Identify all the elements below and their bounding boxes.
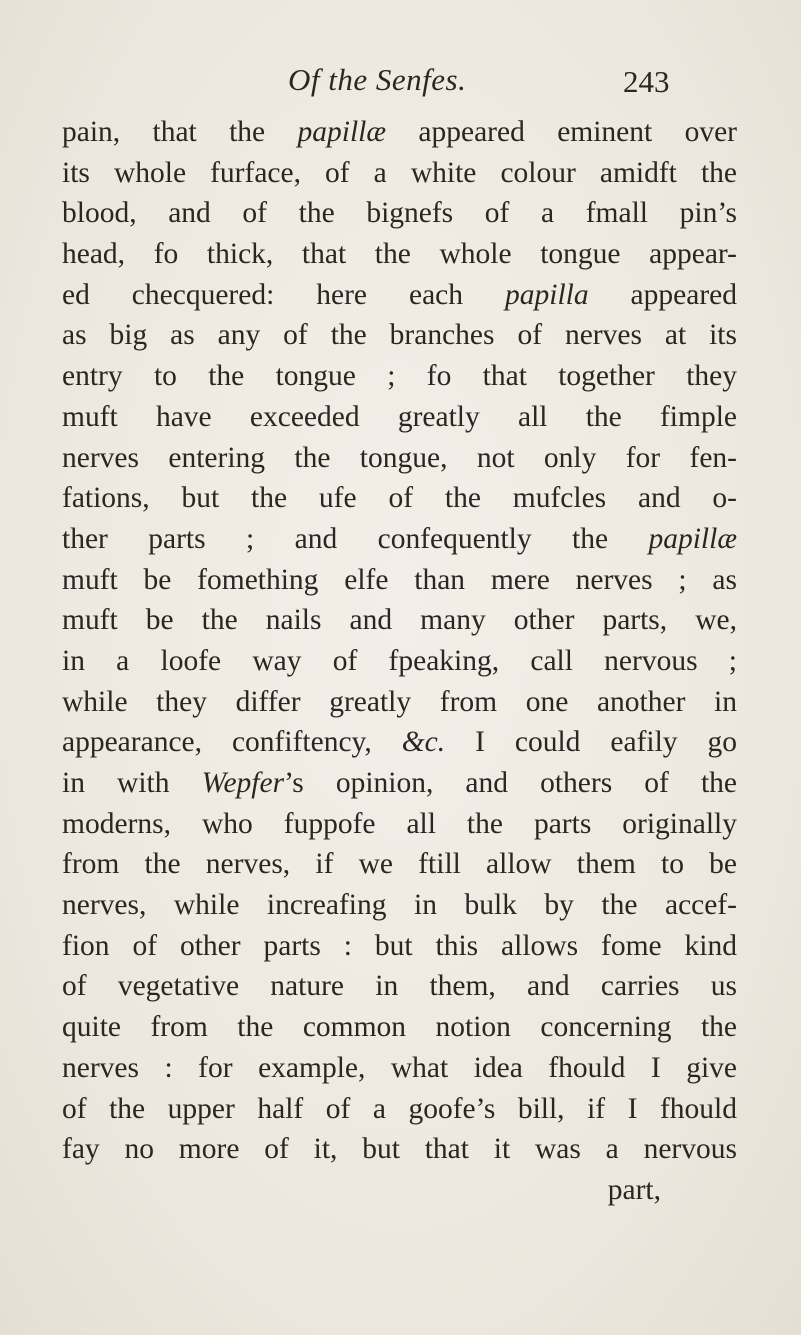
text-line [62, 885, 737, 926]
text-line [62, 682, 737, 723]
text-line [62, 804, 737, 845]
text-segment: nerves, while increafing in bulk by the accef- [62, 889, 737, 922]
text-segment: head, fo thick, that the whole tongue appear- [62, 238, 737, 271]
italic-text: &c. [401, 726, 446, 759]
text-segment: fations, but the ufe of the mufcles and o- [62, 482, 737, 515]
text-segment: nerves entering the tongue, not only for fen- [62, 441, 737, 474]
text-line [62, 275, 737, 316]
text-segment: entry to the tongue ; fo that together they [62, 360, 737, 393]
text-line [62, 600, 737, 641]
text-segment: its whole furface, of a white colour amidft the [62, 156, 737, 189]
text-segment: nerves : for example, what idea fhould I give [62, 1051, 737, 1084]
text-line [62, 112, 737, 153]
italic-text: papillæ [297, 116, 387, 148]
text-segment: appeared [588, 278, 738, 311]
text-line [62, 1007, 737, 1048]
text-line [62, 763, 737, 804]
body-text [62, 112, 737, 1211]
text-line [62, 1170, 737, 1211]
text-segment: in with [62, 767, 202, 799]
text-line [62, 844, 737, 885]
italic-text: Wepfer [201, 767, 285, 799]
text-segment: part, [607, 1173, 661, 1206]
page-header [0, 62, 801, 106]
text-line [62, 1089, 737, 1130]
italic-text: papilla [505, 278, 589, 311]
text-segment: muft be the nails and many other parts, we, [62, 604, 737, 637]
text-segment: muft have exceeded greatly all the fimple [62, 400, 737, 433]
text-segment: moderns, who fuppofe all the parts originally [62, 807, 737, 840]
text-segment: appeared eminent over [386, 116, 737, 148]
italic-text: papillæ [648, 522, 737, 555]
text-line [62, 1129, 737, 1170]
text-segment: I could eafily go [445, 726, 737, 759]
text-line [62, 966, 737, 1007]
text-line [62, 926, 737, 967]
text-segment: in a loofe way of fpeaking, call nervous ; [62, 644, 737, 677]
text-segment: fay no more of it, but that it was a nervous [62, 1133, 737, 1166]
text-segment: fion of other parts : but this allows fome kind [62, 929, 737, 962]
text-segment: ed checquered: here each [62, 278, 505, 311]
text-segment: as big as any of the branches of nerves at its [62, 319, 737, 352]
text-line [62, 234, 737, 275]
text-line [62, 356, 737, 397]
text-segment: pain, that the [62, 116, 298, 148]
text-line [62, 397, 737, 438]
running-head: Of the Senfes. [288, 62, 467, 97]
text-segment: of vegetative nature in them, and carries us [62, 970, 737, 1003]
text-line [62, 315, 737, 356]
text-line [62, 560, 737, 601]
text-line [62, 153, 737, 194]
text-segment: ’s opinion, and others of the [284, 767, 737, 799]
text-segment: appearance, confiftency, [62, 726, 402, 759]
text-line [62, 722, 737, 763]
text-segment: of the upper half of a goofe’s bill, if I fhould [62, 1092, 737, 1125]
text-line [62, 438, 737, 479]
text-line [62, 1048, 737, 1089]
text-line [62, 478, 737, 519]
text-segment: ther parts ; and confequently the [62, 522, 649, 555]
text-line [62, 193, 737, 234]
text-line [62, 519, 737, 560]
text-segment: muft be fomething elfe than mere nerves ; as [62, 563, 737, 596]
text-segment: while they differ greatly from one another in [62, 685, 737, 718]
page-number: 243 [623, 64, 670, 99]
text-segment: quite from the common notion concerning the [62, 1011, 737, 1044]
text-line [62, 641, 737, 682]
text-segment: blood, and of the bignefs of a fmall pin’s [62, 197, 737, 230]
text-segment: from the nerves, if we ftill allow them to be [62, 848, 737, 881]
